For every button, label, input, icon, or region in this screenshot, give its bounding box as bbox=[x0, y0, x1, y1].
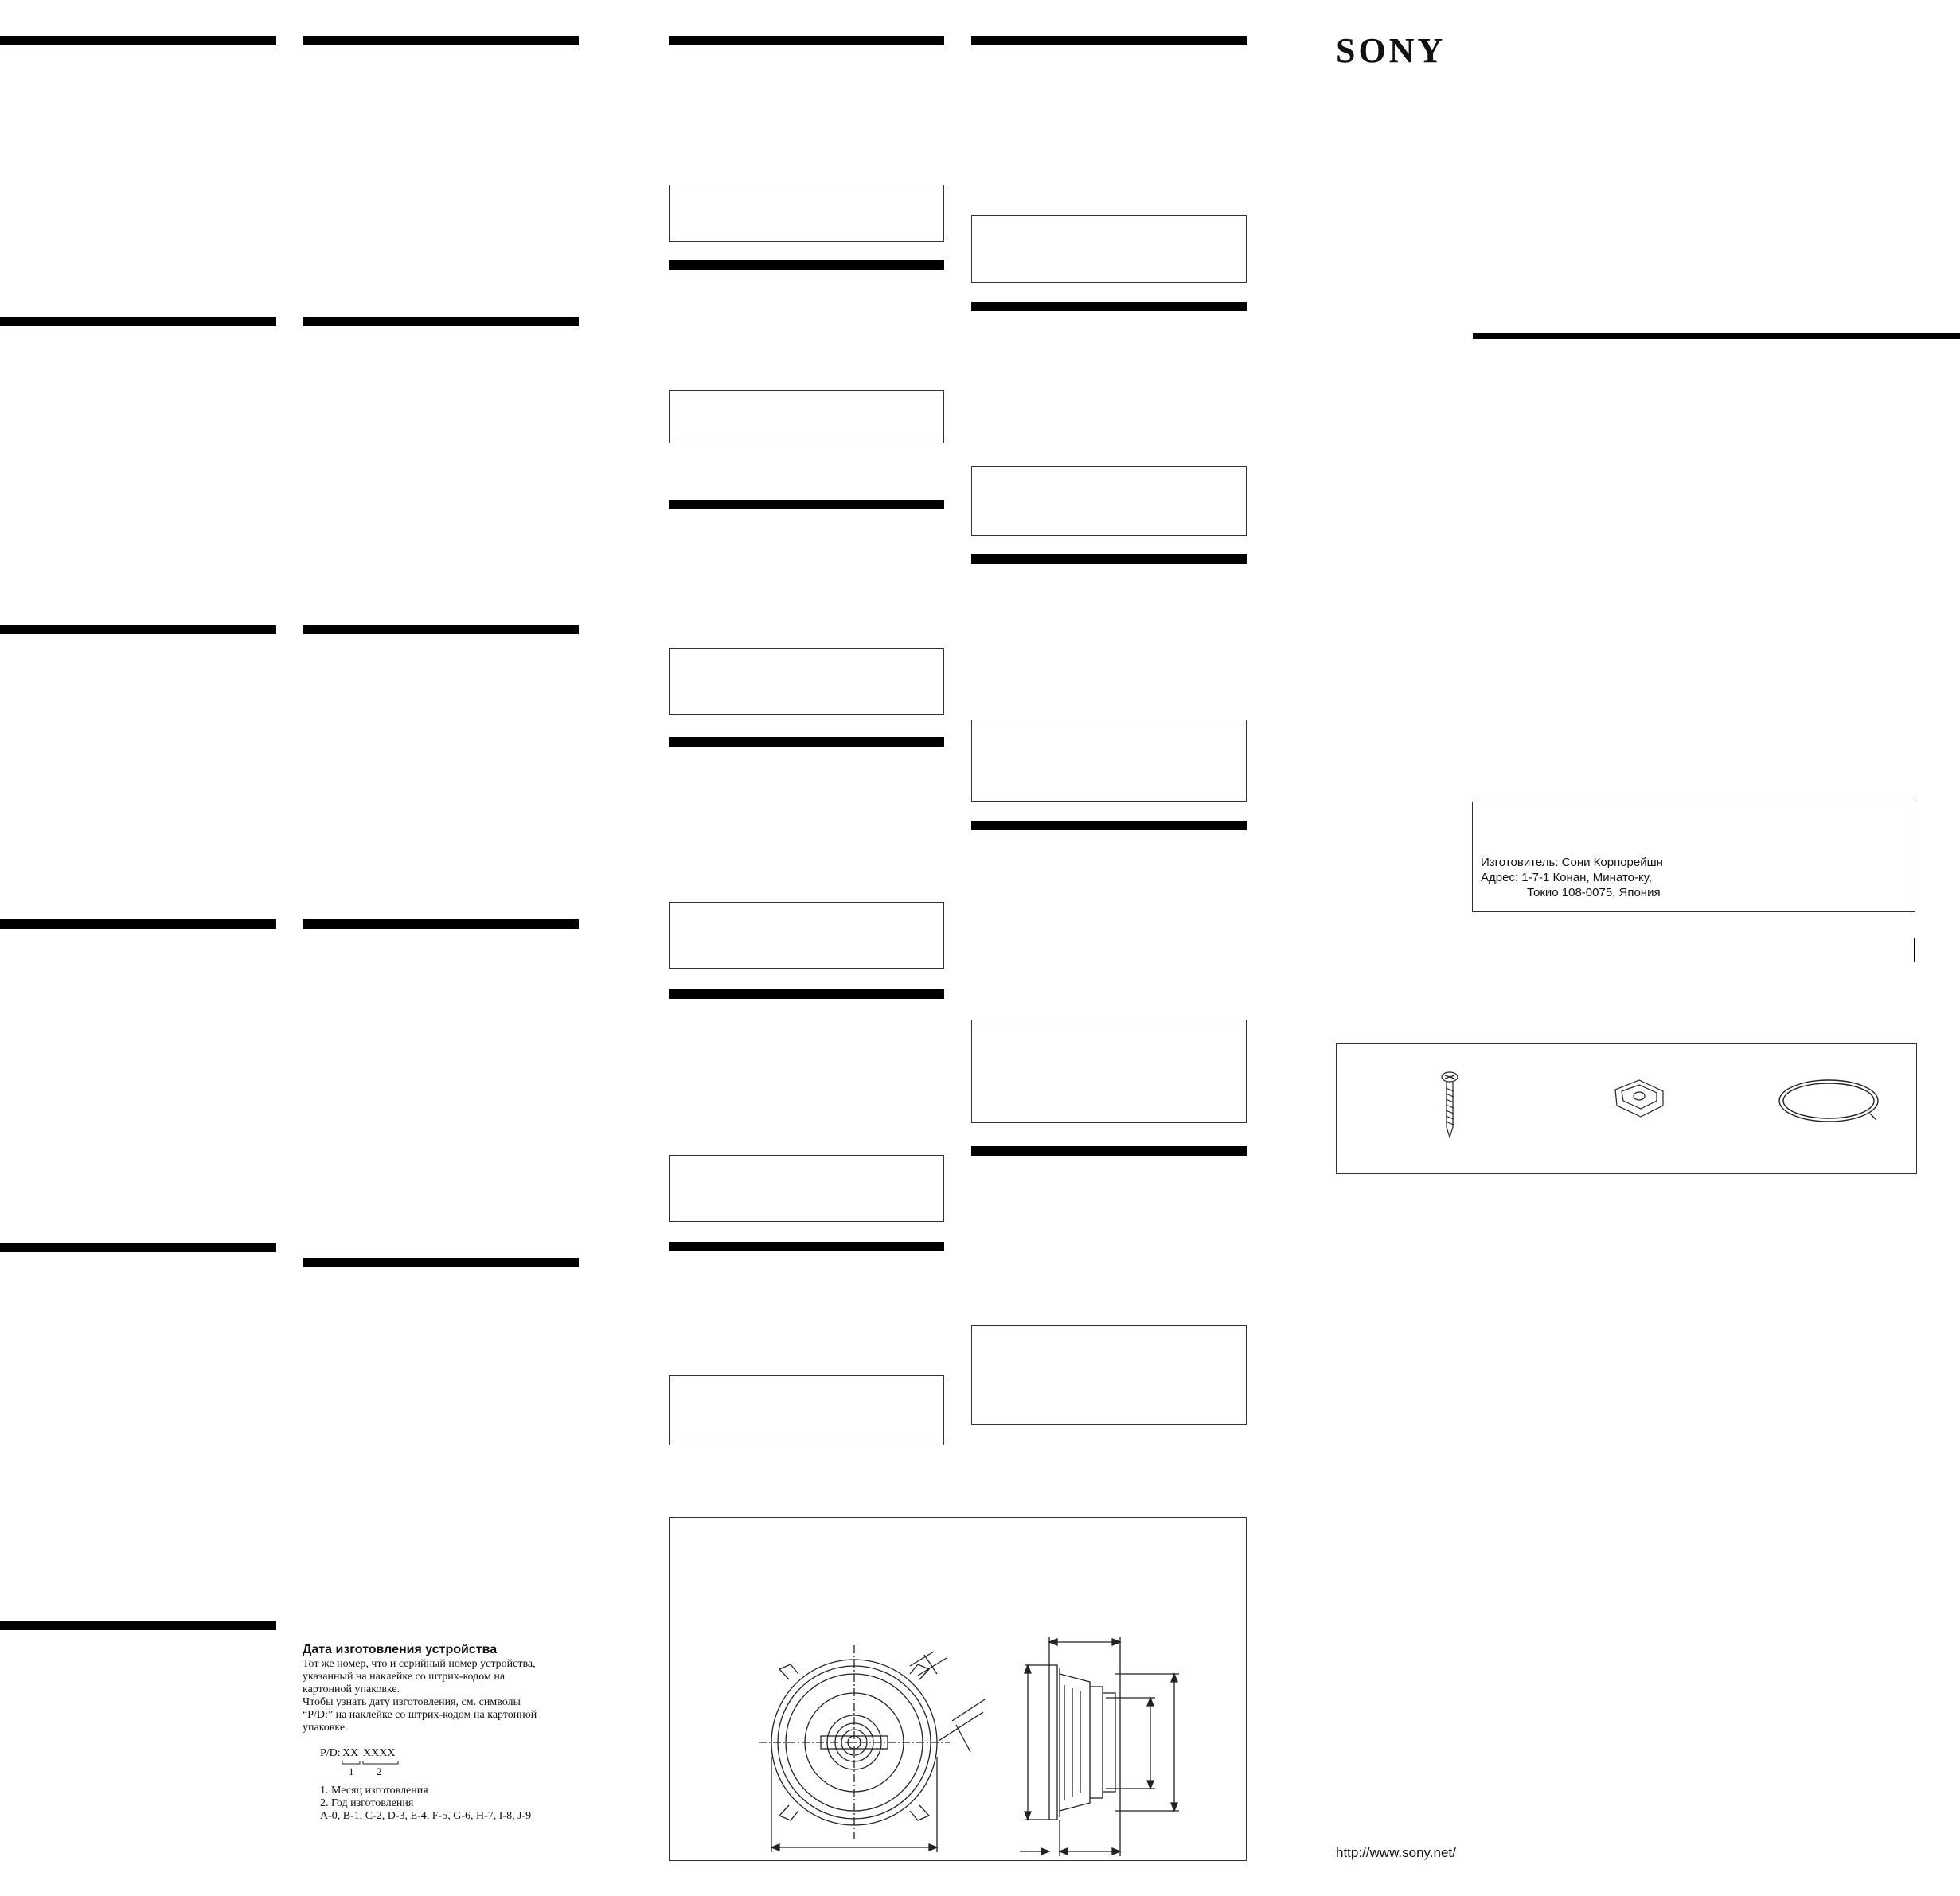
address-line: Токио 108-0075, Япония bbox=[1527, 886, 1661, 899]
note-box bbox=[669, 648, 944, 715]
note-box bbox=[971, 466, 1247, 536]
section-bar bbox=[303, 36, 579, 45]
note-box bbox=[971, 1020, 1247, 1123]
screw-icon bbox=[1434, 1067, 1466, 1139]
section-bar bbox=[669, 989, 944, 999]
date-line: картонной упаковке. bbox=[303, 1683, 400, 1695]
date-of-manufacture bbox=[303, 1642, 581, 1734]
section-bar bbox=[303, 317, 579, 326]
parts-box bbox=[1336, 1043, 1917, 1174]
note-box bbox=[669, 1155, 944, 1222]
manufacturer-line: Изготовитель: Сони Корпорейшн bbox=[1481, 856, 1663, 869]
section-bar bbox=[971, 821, 1247, 830]
section-bar bbox=[303, 625, 579, 634]
section-bar bbox=[971, 1146, 1247, 1156]
dimensions-diagram bbox=[669, 1517, 1247, 1861]
title-rule bbox=[1473, 333, 1960, 339]
section-bar bbox=[303, 919, 579, 929]
pd-group-2: XXXX bbox=[363, 1747, 396, 1759]
note-box bbox=[669, 390, 944, 443]
pd-prefix: P/D: bbox=[320, 1747, 341, 1759]
pd-group-1: XX bbox=[342, 1747, 359, 1759]
section-bar bbox=[0, 625, 276, 634]
section-bar bbox=[971, 36, 1247, 45]
date-line: “P/D:” на наклейке со штрих-кодом на картонной bbox=[303, 1709, 537, 1721]
section-bar bbox=[971, 302, 1247, 311]
note-box bbox=[971, 215, 1247, 283]
note-box bbox=[971, 1325, 1247, 1425]
section-bar bbox=[0, 1243, 276, 1252]
section-bar bbox=[0, 36, 276, 45]
date-line: Тот же номер, что и серийный номер устройства, bbox=[303, 1658, 536, 1670]
manufacturer-box bbox=[1472, 802, 1915, 912]
footer-url[interactable]: http://www.sony.net/ bbox=[1336, 1845, 1456, 1860]
date-line: Чтобы узнать дату изготовления, см. символы bbox=[303, 1696, 521, 1708]
section-bar bbox=[669, 1242, 944, 1251]
clip-nut-icon bbox=[1607, 1074, 1671, 1122]
address-line: Адрес: 1-7-1 Конан, Минато-ку, bbox=[1481, 871, 1652, 884]
section-bar bbox=[669, 500, 944, 509]
note-box bbox=[669, 1375, 944, 1445]
section-bar bbox=[971, 554, 1247, 564]
date-line: указанный на наклейке со штрих-кодом на bbox=[303, 1671, 506, 1683]
legend-line: 2. Год изготовления bbox=[320, 1797, 414, 1809]
speaker-drawing bbox=[670, 1518, 1246, 1860]
pd-legend bbox=[320, 1785, 531, 1823]
note-box bbox=[971, 720, 1247, 802]
note-box bbox=[669, 902, 944, 969]
pd-brackets bbox=[338, 1759, 402, 1769]
section-bar bbox=[669, 36, 944, 45]
date-line: упаковке. bbox=[303, 1722, 348, 1734]
section-bar bbox=[0, 317, 276, 326]
pd-number-2: 2 bbox=[377, 1765, 382, 1777]
pd-number-1: 1 bbox=[349, 1765, 354, 1777]
sony-logo: SONY bbox=[1336, 31, 1447, 70]
ring-gasket-icon bbox=[1775, 1074, 1886, 1129]
date-heading: Дата изготовления устройства bbox=[303, 1643, 498, 1656]
section-bar bbox=[669, 260, 944, 270]
note-box bbox=[669, 185, 944, 242]
legend-line: A-0, B-1, C-2, D-3, E-4, F-5, G-6, H-7, I-8, J-9 bbox=[320, 1810, 532, 1822]
section-bar bbox=[303, 1258, 579, 1267]
revision-mark bbox=[1914, 938, 1915, 962]
section-bar bbox=[669, 737, 944, 747]
section-bar bbox=[0, 919, 276, 929]
legend-line: 1. Месяц изготовления bbox=[320, 1785, 428, 1797]
section-bar bbox=[0, 1621, 276, 1630]
